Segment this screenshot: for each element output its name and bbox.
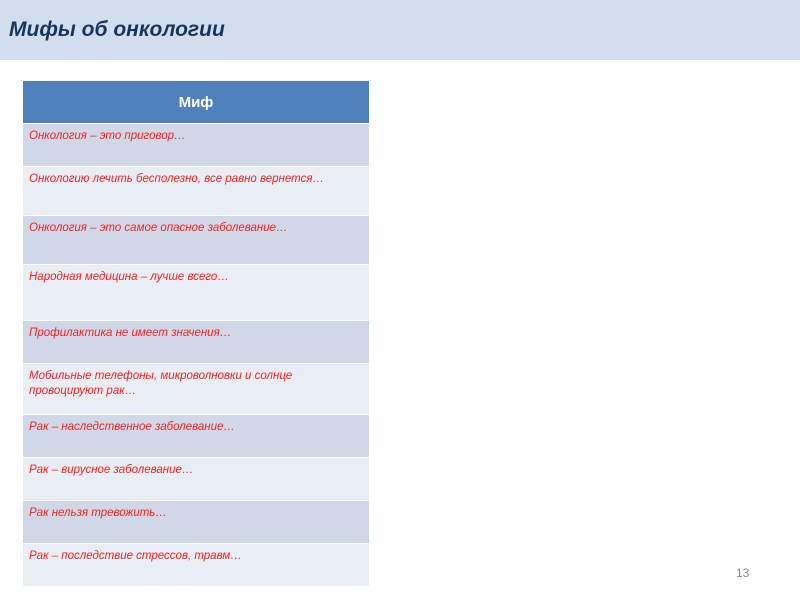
myth-table (22, 80, 370, 587)
title-bar (0, 0, 800, 60)
table-header-row (23, 81, 370, 124)
table-row (23, 458, 370, 501)
myth-cell: Мобильные телефоны, микроволновки и солнце провоцируют рак… (23, 364, 370, 415)
myth-cell: Рак нельзя тревожить… (23, 501, 370, 544)
myth-cell: Народная медицина – лучше всего… (23, 265, 370, 321)
myth-cell: Онкология – это самое опасное заболевание… (23, 216, 370, 265)
table-row (23, 167, 370, 216)
myth-cell: Рак – наследственное заболевание… (23, 415, 370, 458)
myth-cell: Онкологию лечить бесполезно, все равно вернется… (23, 167, 370, 216)
myth-cell: Онкология – это приговор… (23, 124, 370, 167)
slide-title: Мифы об онкологии (9, 18, 225, 41)
table-row (23, 216, 370, 265)
table-row (23, 364, 370, 415)
myth-cell: Рак – последствие стрессов, травм… (23, 544, 370, 587)
table-row (23, 544, 370, 587)
table-row (23, 415, 370, 458)
table-row (23, 265, 370, 321)
page-number: 13 (736, 566, 750, 580)
myth-cell: Профилактика не имеет значения… (23, 321, 370, 364)
myth-cell: Рак – вирусное заболевание… (23, 458, 370, 501)
table-row (23, 321, 370, 364)
table-row (23, 501, 370, 544)
table-row (23, 124, 370, 167)
table-header-myth: Миф (23, 81, 370, 124)
